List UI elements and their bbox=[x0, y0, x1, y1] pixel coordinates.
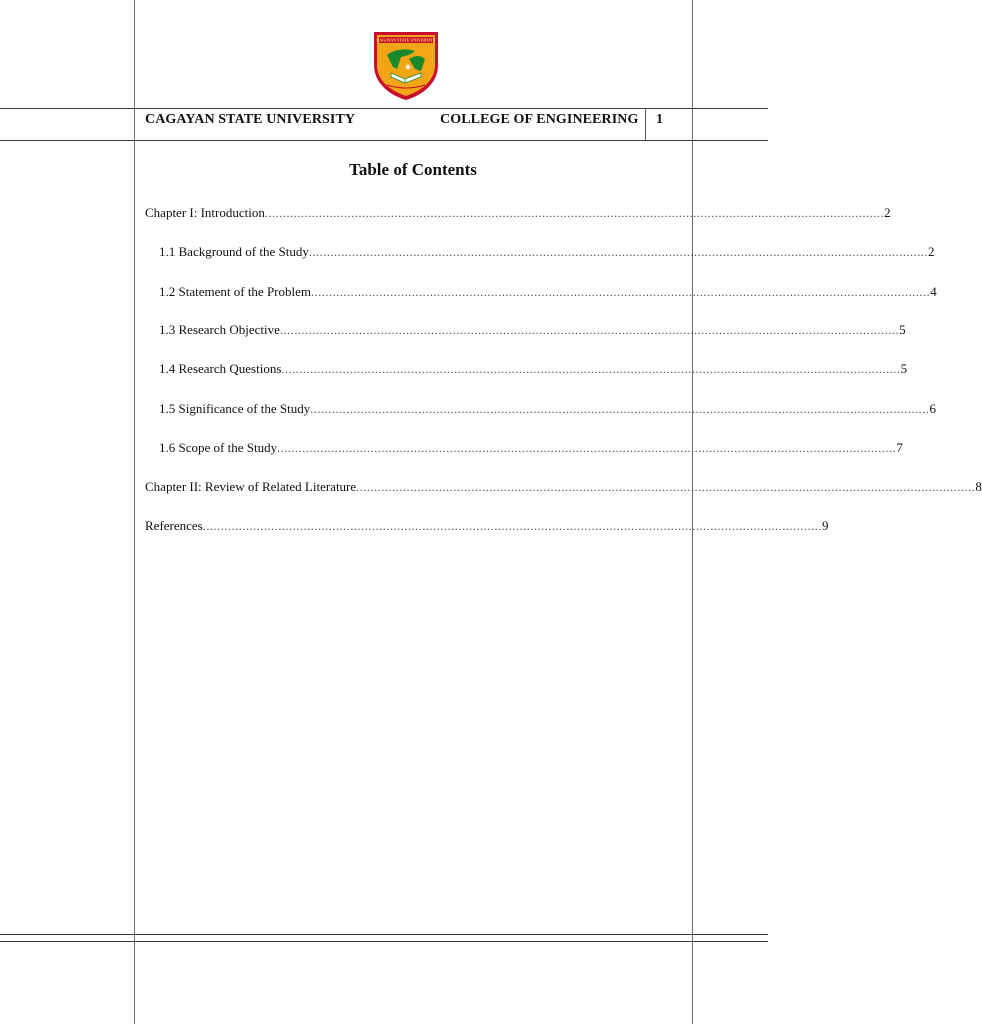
toc-entry-label: 1.2 Statement of the Problem bbox=[159, 284, 312, 299]
svg-text:CAGAYAN STATE UNIVERSITY: CAGAYAN STATE UNIVERSITY bbox=[376, 37, 436, 43]
toc-dot-leader: ............................................................................................................................................................................ bbox=[277, 441, 897, 455]
toc-entry-page: 2 bbox=[884, 205, 891, 220]
toc-dot-leader: ............................................................................................................................................................................ bbox=[281, 362, 901, 376]
toc-entry-label: Chapter II: Review of Related Literature bbox=[145, 479, 357, 494]
toc-entry[interactable] bbox=[159, 243, 935, 261]
toc-entry-page: 4 bbox=[930, 284, 937, 299]
toc-entry[interactable] bbox=[145, 478, 982, 496]
toc-entry-label: 1.4 Research Questions bbox=[159, 361, 282, 376]
toc-dot-leader: ............................................................................................................................................................................ bbox=[308, 245, 929, 259]
header-college-name: COLLEGE OF ENGINEERING bbox=[440, 112, 639, 127]
toc-entry-page: 6 bbox=[929, 401, 936, 416]
footer-rule-lower bbox=[0, 941, 768, 942]
toc-entry[interactable] bbox=[159, 283, 937, 301]
toc-entry-label: 1.6 Scope of the Study bbox=[159, 440, 278, 455]
toc-dot-leader: ............................................................................................................................................................................ bbox=[264, 206, 885, 220]
toc-dot-leader: ............................................................................................................................................................................ bbox=[202, 519, 822, 533]
toc-entry-label: 1.3 Research Objective bbox=[159, 322, 280, 337]
toc-entry-page: 7 bbox=[896, 440, 903, 455]
toc-dot-leader: ............................................................................................................................................................................ bbox=[311, 285, 931, 299]
page-margin-left-line bbox=[134, 0, 135, 1024]
toc-entry-label: 1.1 Background of the Study bbox=[159, 244, 309, 259]
toc-entry-label: Chapter I: Introduction bbox=[145, 205, 265, 220]
toc-entry[interactable] bbox=[159, 439, 903, 457]
toc-dot-leader: ............................................................................................................................................................................ bbox=[279, 323, 900, 337]
header-page-number: 1 bbox=[656, 112, 664, 127]
header-university-name: CAGAYAN STATE UNIVERSITY bbox=[145, 112, 356, 127]
header-top-rule bbox=[0, 108, 768, 109]
toc-entry-page: 5 bbox=[900, 361, 908, 376]
toc-entry[interactable] bbox=[159, 360, 908, 378]
university-logo bbox=[371, 29, 441, 101]
toc-dot-leader: ............................................................................................................................................................................ bbox=[356, 480, 976, 494]
header-page-divider bbox=[645, 108, 646, 141]
toc-entry[interactable] bbox=[159, 400, 936, 418]
toc-entry[interactable] bbox=[145, 204, 891, 222]
page-margin-right-line bbox=[692, 0, 693, 1024]
toc-entry-page: 8 bbox=[975, 479, 982, 494]
toc-entry-page: 5 bbox=[899, 322, 906, 337]
toc-entry-label: 1.5 Significance of the Study bbox=[159, 401, 311, 416]
header-bottom-rule bbox=[0, 140, 768, 141]
toc-entry[interactable] bbox=[159, 321, 906, 339]
toc-entry-page: 9 bbox=[821, 518, 829, 533]
toc-entry-label: References bbox=[145, 518, 203, 533]
toc-title: Table of Contents bbox=[349, 160, 477, 179]
toc-entry-page: 2 bbox=[928, 244, 935, 259]
toc-dot-leader: ............................................................................................................................................................................ bbox=[310, 402, 930, 416]
footer-rule-upper bbox=[0, 934, 768, 935]
toc-entry[interactable] bbox=[145, 517, 829, 535]
